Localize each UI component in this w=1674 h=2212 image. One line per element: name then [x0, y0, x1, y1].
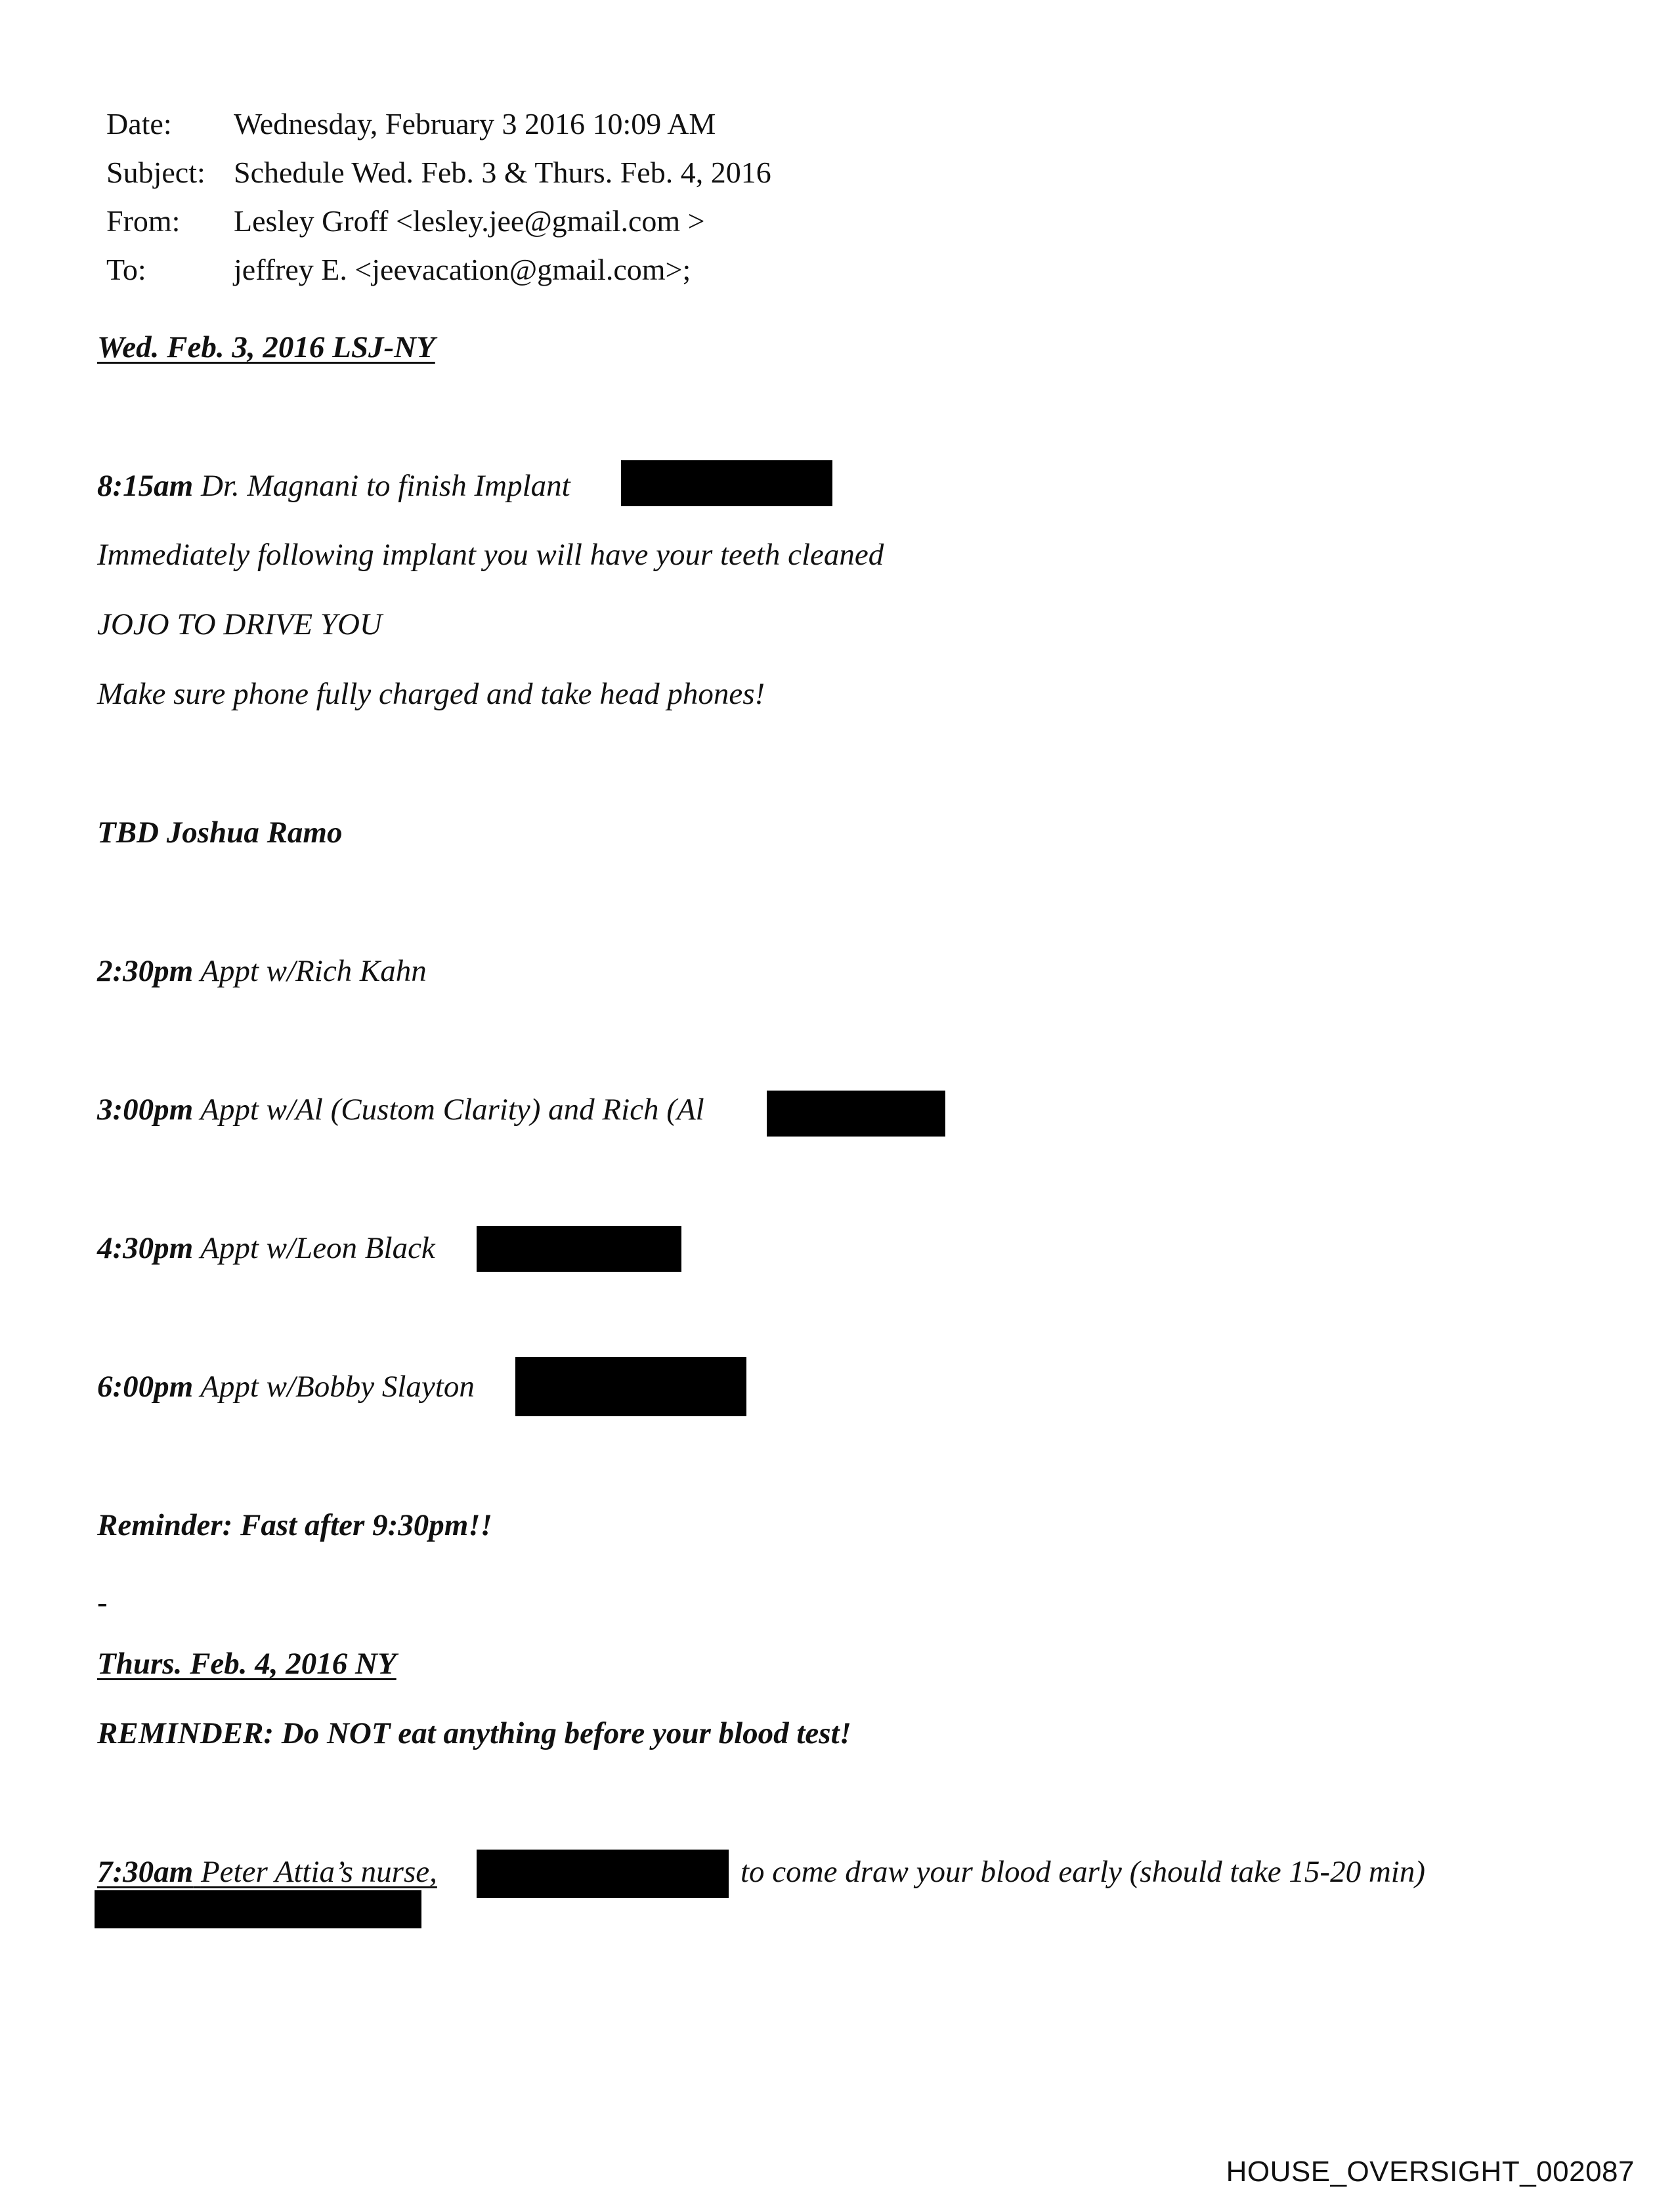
item-time: 2:30pm — [97, 954, 194, 988]
schedule-note: JOJO TO DRIVE YOU — [97, 607, 382, 641]
item-text: Peter Attia’s nurse, — [200, 1855, 437, 1889]
redaction-box — [515, 1357, 746, 1416]
to-label: To: — [106, 253, 146, 286]
schedule-item — [97, 956, 427, 987]
day2-heading: Thurs. Feb. 4, 2016 NY — [97, 1647, 397, 1681]
schedule-item — [97, 1857, 437, 1888]
item-time: 6:00pm — [97, 1370, 194, 1404]
item-text: Appt w/Leon Black — [200, 1231, 435, 1265]
schedule-item — [97, 1233, 435, 1264]
from-value: Lesley Groff <lesley.jee@gmail.com > — [234, 204, 705, 238]
day2-reminder: REMINDER: Do NOT eat anything before your blood test! — [97, 1716, 851, 1750]
item-text: to come draw your blood early (should take 15-20 min) — [740, 1855, 1425, 1889]
to-value: jeffrey E. <jeevacation@gmail.com>; — [234, 253, 691, 286]
day1-heading: Wed. Feb. 3, 2016 LSJ-NY — [97, 330, 435, 364]
schedule-item — [97, 1095, 704, 1125]
item-text: Appt w/Rich Kahn — [200, 954, 427, 988]
redaction-box — [621, 460, 832, 506]
redaction-box — [95, 1890, 421, 1928]
date-value: Wednesday, February 3 2016 10:09 AM — [234, 107, 716, 141]
item-time: 8:15am — [97, 469, 194, 503]
schedule-item — [97, 1372, 475, 1402]
item-time: 4:30pm — [97, 1231, 194, 1265]
item-text: Dr. Magnani to finish Implant — [200, 469, 570, 503]
from-label: From: — [106, 204, 181, 238]
item-time: 3:00pm — [97, 1093, 194, 1127]
item-text: Appt w/Bobby Slayton — [200, 1370, 475, 1404]
bates-number: HOUSE_OVERSIGHT_002087 — [1226, 2156, 1635, 2188]
schedule-item — [97, 471, 570, 502]
date-label: Date: — [106, 107, 172, 141]
subject-label: Subject: — [106, 156, 205, 189]
redaction-box — [477, 1850, 729, 1898]
schedule-item-tbd: TBD Joshua Ramo — [97, 815, 343, 850]
item-time: 7:30am — [97, 1855, 194, 1889]
day1-reminder: Reminder: Fast after 9:30pm!! — [97, 1508, 492, 1542]
redaction-box — [767, 1091, 945, 1137]
subject-value: Schedule Wed. Feb. 3 & Thurs. Feb. 4, 2016 — [234, 156, 771, 189]
redaction-box — [477, 1226, 681, 1272]
item-text: Appt w/Al (Custom Clarity) and Rich (Al — [200, 1093, 704, 1127]
separator: - — [97, 1586, 108, 1620]
schedule-note: Make sure phone fully charged and take head phones! — [97, 677, 765, 711]
schedule-note: Immediately following implant you will have your teeth cleaned — [97, 538, 884, 572]
